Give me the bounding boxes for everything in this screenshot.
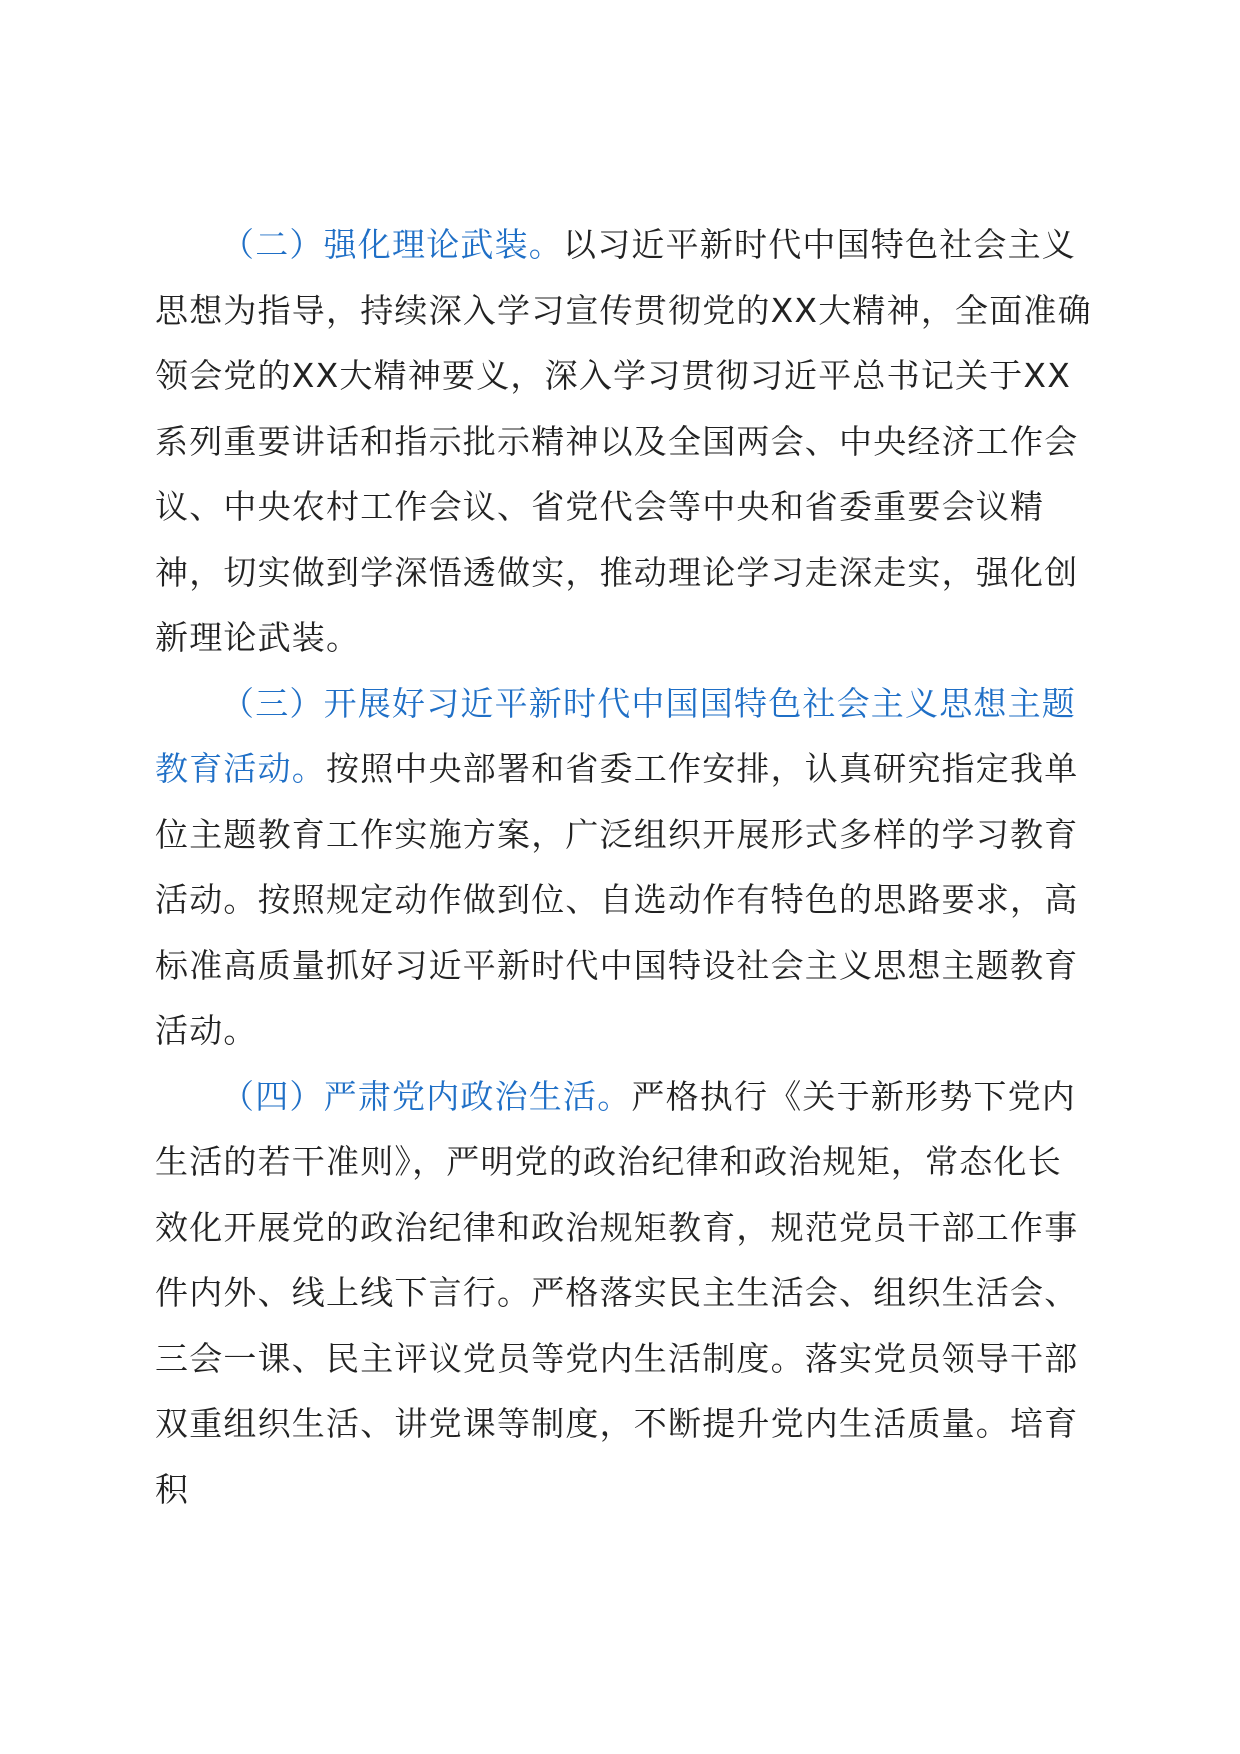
paragraph-text: 严格执行《关于新形势下党内生活的若干准则》，严明党的政治纪律和政治规矩，常态化长效化开展党的政治纪律和政治规矩教育，规范党员干部工作事件内外、线上线下言行。严格落实民主生活会、组织生活会、三会一课、民主评议党员等党内生活制度。落实党员领导干部双重组织生活、讲党课等制度，不断提升党内生活质量。培育积 [155, 1076, 1079, 1509]
paragraph-heading: （二）强化理论武装。 [221, 225, 563, 264]
paragraph-party-political-life [155, 1064, 1095, 1523]
document-body [155, 212, 1095, 1522]
paragraph-heading: （四）严肃党内政治生活。 [221, 1076, 632, 1116]
paragraph-text: 按照中央部署和省委工作安排，认真研究指定我单位主题教育工作实施方案，广泛组织开展形式多样的学习教育活动。按照规定动作做到位、自选动作有特色的思路要求，高标准高质量抓好习近平新时代中国特设社会主义思想主题教育活动。 [155, 749, 1079, 1050]
paragraph-theme-education [155, 671, 1095, 1064]
paragraph-strengthen-theory [155, 212, 1095, 671]
paragraph-text: 以习近平新时代中国特色社会主义思想为指导，持续深入学习宣传贯彻党的XX大精神，全面准确领会党的XX大精神要义，深入学习贯彻习近平总书记关于XX系列重要讲话和指示批示精神以及全国两会、中央经济工作会议、中央农村工作会议、省党代会等中央和省委重要会议精神，切实做到学深悟透做实，推动理论学习走深走实，强化创新理论武装。 [155, 225, 1092, 657]
paragraph-heading: （三）开展好习近平新时代中国国特色社会主义思想主题教育活动。 [155, 683, 1076, 788]
